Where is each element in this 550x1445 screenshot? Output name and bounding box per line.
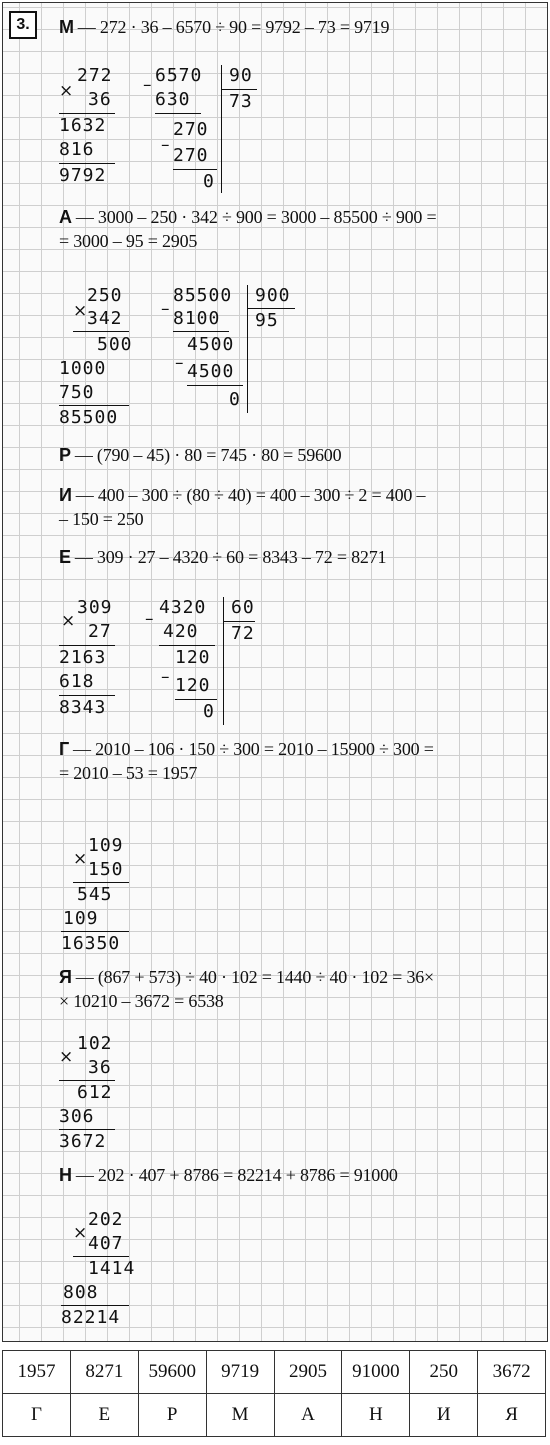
equation-e: Е — 309 · 27 – 4320 ÷ 60 = 8343 – 72 = 8271 bbox=[59, 547, 387, 567]
answer-table bbox=[2, 1350, 546, 1437]
equation-i: И — 400 – 300 ÷ (80 ÷ 40) = 400 – 300 ÷ 2 = 400 – bbox=[59, 485, 426, 505]
answer-number-cell: 9719 bbox=[206, 1351, 274, 1394]
answer-letter-cell: И bbox=[410, 1394, 478, 1437]
answer-letter-cell: Р bbox=[138, 1394, 206, 1437]
answer-letter-cell: А bbox=[274, 1394, 342, 1437]
answer-number-cell: 59600 bbox=[138, 1351, 206, 1394]
answer-number-cell: 91000 bbox=[342, 1351, 410, 1394]
equation-g: Г — 2010 – 106 · 150 ÷ 300 = 2010 – 15900 ÷ 300 = bbox=[59, 739, 434, 759]
answer-letter-cell: Г bbox=[3, 1394, 71, 1437]
answer-letter-cell: Я bbox=[478, 1394, 546, 1437]
answer-number-cell: 8271 bbox=[70, 1351, 138, 1394]
equation-m: М — 272 · 36 – 6570 ÷ 90 = 9792 – 73 = 9719 bbox=[59, 17, 390, 37]
answer-number-cell: 1957 bbox=[3, 1351, 71, 1394]
equation-a: А — 3000 – 250 · 342 ÷ 900 = 3000 – 85500 ÷ 900 = bbox=[59, 207, 437, 227]
equation-i-cont: – 150 = 250 bbox=[59, 509, 144, 529]
answer-letter-cell: Н bbox=[342, 1394, 410, 1437]
equation-n: Н — 202 · 407 + 8786 = 82214 + 8786 = 91000 bbox=[59, 1165, 398, 1185]
answer-number-cell: 250 bbox=[410, 1351, 478, 1394]
answer-letter-cell: М bbox=[206, 1394, 274, 1437]
answer-numbers-row bbox=[3, 1351, 546, 1394]
equation-g-cont: = 2010 – 53 = 1957 bbox=[59, 763, 198, 783]
answer-number-cell: 3672 bbox=[478, 1351, 546, 1394]
equation-ya: Я — (867 + 573) ÷ 40 · 102 = 1440 ÷ 40 · 102 = 36× bbox=[59, 967, 434, 987]
equation-r: Р — (790 – 45) · 80 = 745 · 80 = 59600 bbox=[59, 445, 342, 465]
answer-letters-row bbox=[3, 1394, 546, 1437]
task-number-badge: 3. bbox=[9, 11, 37, 39]
answer-letter-cell: Е bbox=[70, 1394, 138, 1437]
worksheet: 3. М — 272 · 36 – 6570 ÷ 90 = 9792 – 73 = 9719 × 272 36 1632 816 9792 – 6570 90 73 630 270 – 270 0 А — 3000 – 250 · 342 ÷ 900 = 3000 – 85500 ÷ 900 = = 3000 – 95 = 2905 250 × 342 500 1000 750 85500 – 85500 900 95 8100 4500 – 4500 0 Р — (790 – 45) · 80 = 745 · 80 = 59600 И — 400 – 300 ÷ (80 ÷ 40) = 400 – 300 ÷ 2 = 400 – – 150 = 250 Е — 309 · 27 – 4320 ÷ 60 = 8343 – 72 = 8271 309 × 27 2163 618 8343 – 4320 60 72 420 120 – 120 0 Г — 2010 – 106 · 150 ÷ 300 = 2010 – 15900 ÷ 300 = = 2010 – 53 = 1957 109 × 150 545 109 16350 Я — (867 + 573) ÷ 40 · 102 = 1440 ÷ 40 · 102 = 36× × 10210 – 3672 = 6538 102 × 36 612 306 3672 Н — 202 · 407 + 8786 = 82214 + 8786 = 91000 202 × 407 1414 808 82214 bbox=[2, 2, 548, 1342]
answer-number-cell: 2905 bbox=[274, 1351, 342, 1394]
equation-a-cont: = 3000 – 95 = 2905 bbox=[59, 231, 198, 251]
equation-ya-cont: × 10210 – 3672 = 6538 bbox=[59, 991, 224, 1011]
